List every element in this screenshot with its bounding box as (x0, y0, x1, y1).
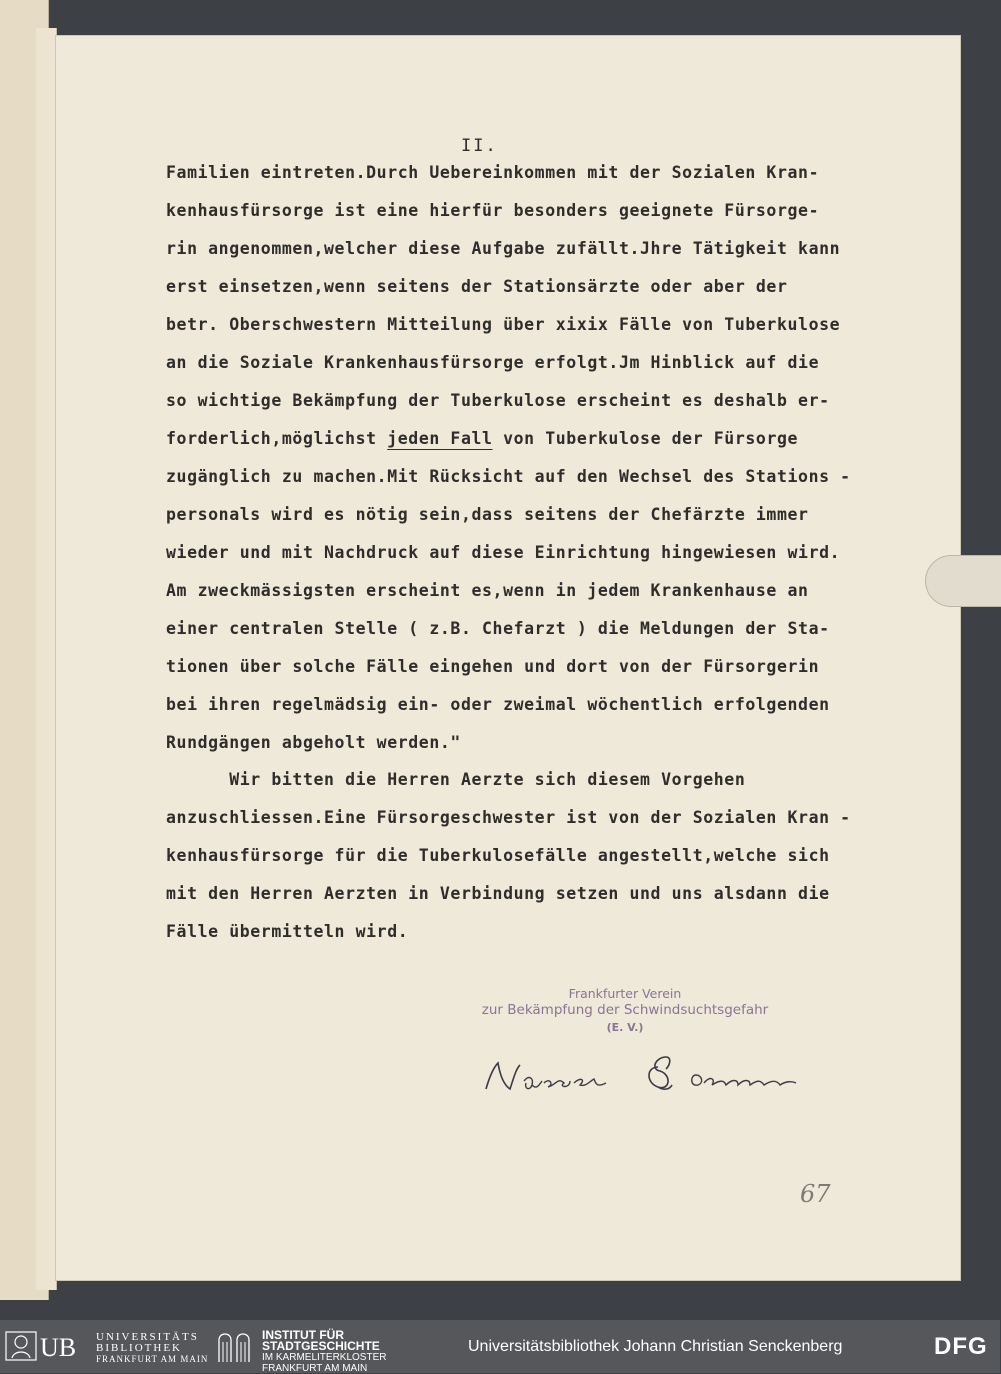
institute-logo-icon (215, 1330, 255, 1364)
footer-bar (0, 1320, 1000, 1373)
text-line: Wir bitten die Herren Aerzte sich diesem Vorgehen (166, 770, 746, 789)
text-line: betr. Oberschwestern Mitteilung über xixix Fälle von Tuberkulose (166, 315, 841, 334)
association-stamp (480, 985, 770, 1036)
text-line: kenhausfürsorge für die Tuberkulosefälle angestellt,welche sich (166, 846, 830, 865)
text-line: rin angenommen,welcher diese Aufgabe zufällt.Jhre Tätigkeit kann (166, 239, 841, 258)
ub-text-line: BIBLIOTHEK (96, 1342, 182, 1354)
text-line: zugänglich zu machen.Mit Rücksicht auf den Wechsel des Stations - (166, 467, 851, 486)
ub-text-line: FRANKFURT AM MAIN (96, 1354, 209, 1364)
underlined-emphasis: jeden Fall (387, 429, 493, 448)
stamp-line: Frankfurter Verein (568, 986, 682, 1001)
text-line: einer centralen Stelle ( z.B. Chefarzt ) die Meldungen der Sta- (166, 619, 830, 638)
text-segment: forderlich,möglichst (166, 429, 388, 448)
text-line: kenhausfürsorge ist eine hierfür besonders geeignete Fürsorge- (166, 201, 820, 220)
text-line: erst einsetzen,wenn seitens der Stationsärzte oder aber der (166, 277, 788, 296)
text-line: mit den Herren Aerzten in Verbindung setzen und uns alsdann die (166, 884, 830, 903)
ub-text-block (96, 1332, 208, 1365)
page-label: II. (461, 136, 498, 156)
institute-line: STADTGESCHICHTE (262, 1339, 380, 1353)
library-name: Universitätsbibliothek Johann Christian Senckenberg (468, 1338, 843, 1355)
institute-line: IM KARMELITERKLOSTER (262, 1352, 387, 1363)
institute-text-block (262, 1330, 386, 1374)
folio-number: 67 (800, 1180, 831, 1208)
text-line: Rundgängen abgeholt werden." (166, 733, 461, 752)
institute-line: FRANKFURT AM MAIN (262, 1363, 368, 1374)
underlying-page-edge (36, 28, 57, 1290)
stamp-line: zur Bekämpfung der Schwindsuchtsgefahr (481, 1002, 769, 1018)
handwritten-signature (420, 1045, 860, 1105)
text-line: Fälle übermitteln wird. (166, 922, 409, 941)
page-tab (925, 555, 1001, 607)
ub-text-line: UNIVERSITÄTS (96, 1331, 199, 1343)
text-line: so wichtige Bekämpfung der Tuberkulose erscheint es deshalb er- (166, 391, 830, 410)
ub-logo-letters: UB (40, 1333, 77, 1362)
ub-logo-icon (6, 1330, 94, 1362)
text-line: tionen über solche Fälle eingehen und dort von der Fürsorgerin (166, 657, 820, 676)
text-segment: von Tuberkulose der Fürsorge (492, 429, 799, 448)
text-line: Am zweckmässigsten erscheint es,wenn in jedem Krankenhause an (166, 581, 809, 600)
text-line: anzuschliessen.Eine Fürsorgeschwester ist von der Sozialen Kran - (166, 808, 851, 827)
stamp-line: (E. V.) (606, 1021, 644, 1034)
text-line: Familien eintreten.Durch Uebereinkommen mit der Sozialen Kran- (166, 163, 820, 182)
text-line: personals wird es nötig sein,dass seitens der Chefärzte immer (166, 505, 809, 524)
dfg-logo: DFG (934, 1333, 988, 1360)
text-line (166, 429, 798, 448)
text-line: wieder und mit Nachdruck auf diese Einrichtung hingewiesen wird. (166, 543, 841, 562)
text-line: an die Soziale Krankenhausfürsorge erfolgt.Jm Hinblick auf die (166, 353, 820, 372)
text-line: bei ihren regelmädsig ein- oder zweimal wöchentlich erfolgenden (166, 695, 830, 714)
institute-line: INSTITUT FÜR (262, 1328, 344, 1342)
